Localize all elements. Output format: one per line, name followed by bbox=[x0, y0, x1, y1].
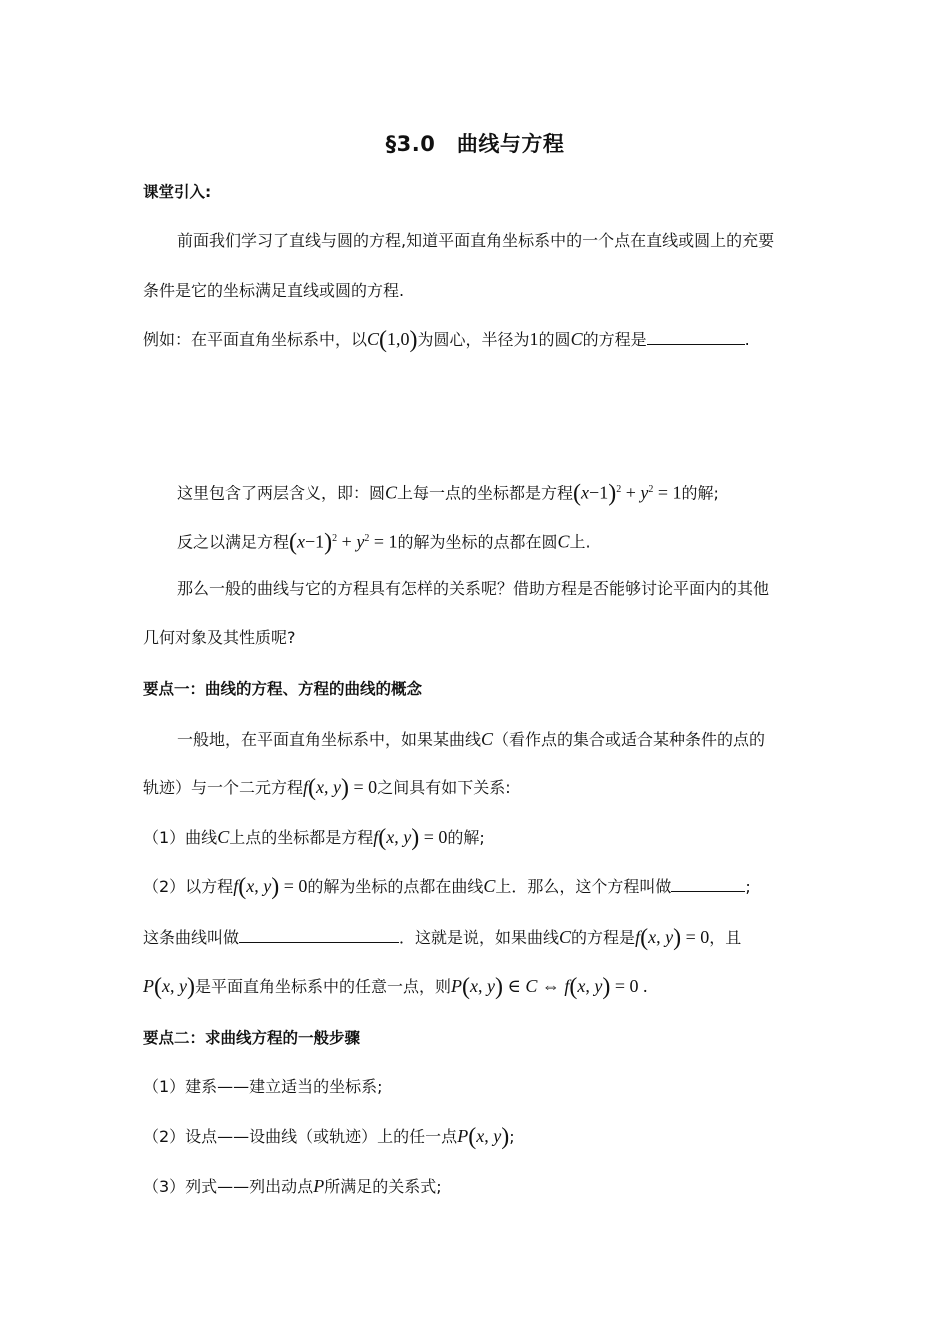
point1-text: 的解为坐标的点都在曲线 bbox=[307, 877, 484, 896]
question-line-1: 那么一般的曲线与它的方程具有怎样的关系呢？借助方程是否能够讨论平面内的其他 bbox=[177, 579, 770, 598]
point1-text: 的方程是 bbox=[571, 928, 636, 947]
converse-text: 反之以满足方程 bbox=[177, 532, 290, 552]
math-radius: 1 bbox=[529, 329, 539, 349]
point1-text: ，且 bbox=[709, 928, 742, 947]
question-line-2: 几何对象及其性质呢? bbox=[143, 628, 296, 647]
meaning-text: 这里包含了两层含义，即：圆 bbox=[177, 483, 386, 503]
point2-text: （3）列式——列出动点 bbox=[143, 1177, 314, 1196]
point1-text: 一般地，在平面直角坐标系中，如果某曲线 bbox=[177, 730, 482, 749]
intro-paragraph-line-1: 前面我们学习了直线与圆的方程,知道平面直角坐标系中的一个点在直线或圆上的充要 bbox=[177, 231, 775, 250]
meaning-line: 这里包含了两层含义，即：圆C上每一点的坐标都是方程$(x-1)^2 + y^2 = 1$的解; bbox=[177, 480, 719, 507]
point2-heading: 要点二：求曲线方程的一般步骤 bbox=[143, 1029, 361, 1047]
point2-text: （2）设点——设曲线（或轨迹）上的任一点 bbox=[143, 1127, 458, 1146]
converse-text: 的解为坐标的点都在圆 bbox=[397, 532, 558, 552]
point1-text: 是平面直角坐标系中的任意一点，则 bbox=[195, 977, 452, 996]
point1-text: 上点的坐标都是方程 bbox=[229, 828, 374, 847]
intro-heading: 课堂引入: bbox=[143, 183, 212, 201]
answer-blank[interactable] bbox=[671, 877, 745, 892]
point2-step-2: （2）设点——设曲线（或轨迹）上的任一点P(x, y); bbox=[143, 1124, 515, 1150]
point1-text: （2）以方程 bbox=[143, 877, 234, 896]
example-text: 例如：在平面直角坐标系中，以 bbox=[143, 330, 368, 349]
meaning-text: 上每一点的坐标都是方程 bbox=[397, 483, 574, 503]
point1-text: （看作点的集合或适合某种条件的点的 bbox=[493, 730, 766, 749]
point1-text: 之间具有如下关系: bbox=[377, 778, 511, 797]
point2-text: ; bbox=[509, 1127, 515, 1146]
page-title: §3.0 曲线与方程 bbox=[385, 132, 565, 156]
point1-text: 上．那么，这个方程叫做 bbox=[495, 877, 672, 896]
point2-text: 所满足的关系式; bbox=[324, 1177, 442, 1196]
point1-text: 轨迹）与一个二元方程 bbox=[143, 778, 304, 797]
point1-line-6: P(x, y)是平面直角坐标系中的任意一点，则P(x, y) ∈ C ⇔ f(x, y) = 0 . bbox=[143, 974, 648, 1000]
answer-blank[interactable] bbox=[239, 928, 399, 943]
answer-blank[interactable] bbox=[647, 330, 745, 345]
point1-line-1: 一般地，在平面直角坐标系中，如果某曲线C（看作点的集合或适合某种条件的点的 bbox=[177, 729, 766, 749]
example-text: 为圆心，半径为 bbox=[417, 330, 530, 349]
point2-step-3: （3）列式——列出动点P所满足的关系式; bbox=[143, 1176, 442, 1196]
point1-text: ．这就是说，如果曲线 bbox=[399, 928, 560, 947]
point1-text: 的解; bbox=[447, 828, 485, 847]
intro-paragraph-line-2: 条件是它的坐标满足直线或圆的方程. bbox=[143, 281, 405, 300]
point1-text: 这条曲线叫做 bbox=[143, 928, 240, 947]
converse-line: 反之以满足方程$(x-1)^2 + y^2 = 1$的解为坐标的点都在圆C上. bbox=[177, 529, 591, 556]
point1-item-2: （2）以方程f(x, y) = 0的解为坐标的点都在曲线C上．那么，这个方程叫做 ; bbox=[143, 874, 751, 900]
example-text: 的方程是 bbox=[582, 330, 647, 349]
point1-text: ; bbox=[745, 877, 751, 896]
point1-text: （1）曲线 bbox=[143, 828, 218, 847]
example-line: 例如：在平面直角坐标系中，以C(1,0)为圆心，半径为1的圆C的方程是 . bbox=[143, 327, 750, 353]
math-center: C bbox=[367, 329, 380, 349]
example-text: 的圆 bbox=[538, 330, 571, 349]
point2-step-1: （1）建系——建立适当的坐标系; bbox=[143, 1077, 383, 1096]
point1-heading: 要点一：曲线的方程、方程的曲线的概念 bbox=[143, 680, 423, 698]
point1-line-5: 这条曲线叫做 ．这就是说，如果曲线C的方程是f(x, y) = 0，且 bbox=[143, 925, 742, 951]
point1-item-1: （1）曲线C上点的坐标都是方程f(x, y) = 0的解; bbox=[143, 825, 485, 851]
converse-text: 上. bbox=[569, 532, 591, 552]
meaning-text: 的解; bbox=[681, 483, 719, 503]
point1-line-2: 轨迹）与一个二元方程f(x, y) = 0之间具有如下关系: bbox=[143, 775, 511, 801]
